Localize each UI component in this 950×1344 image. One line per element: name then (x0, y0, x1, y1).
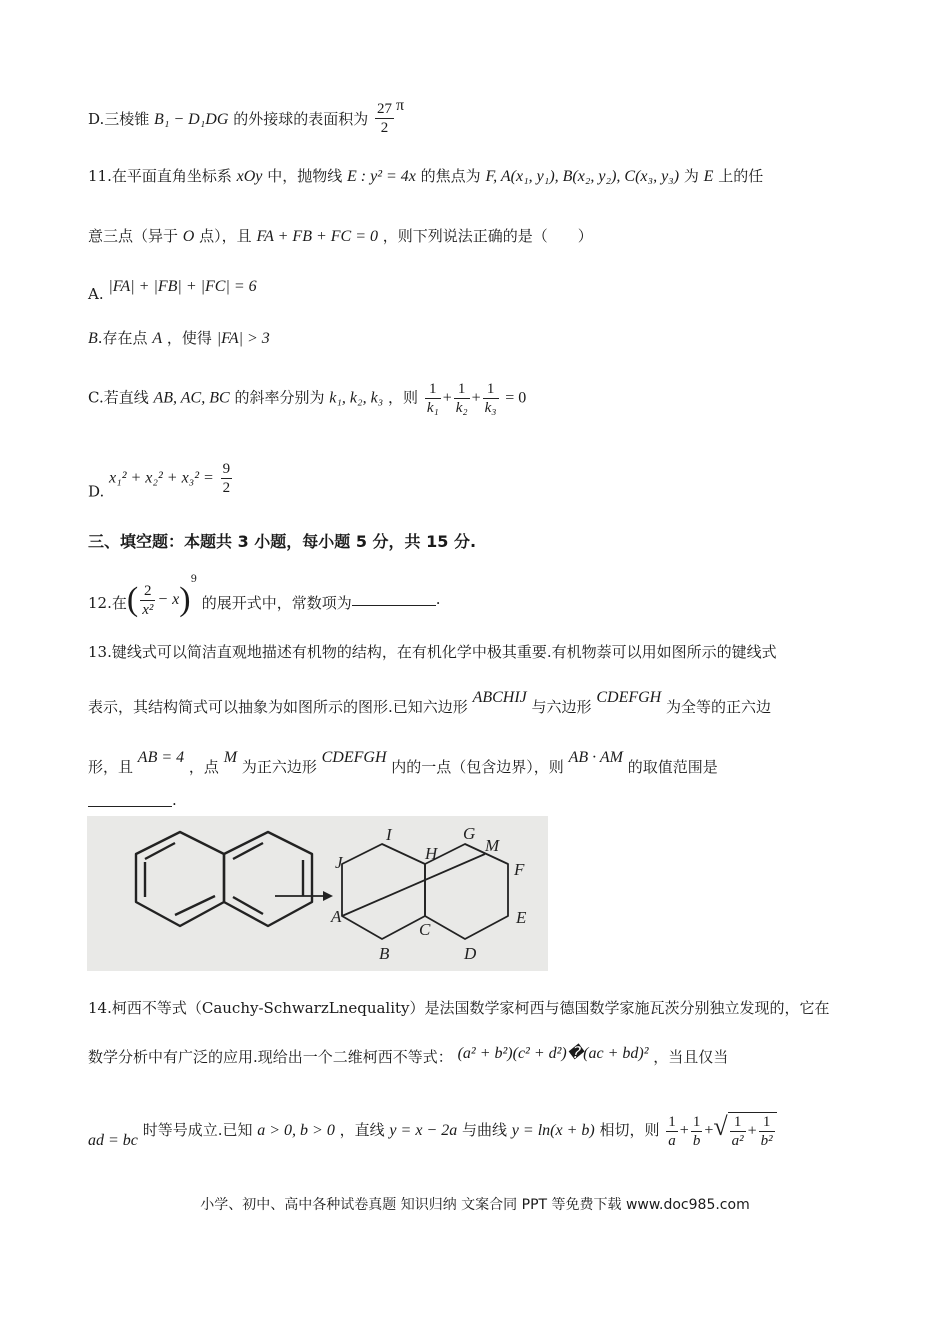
q11-text-h: ，则下列说法正确的是（ ） (382, 227, 593, 245)
q14-line1: 14.柯西不等式（Cauchy-SchwarzLnequality）是法国数学家柯西与德国数学家施瓦茨分别独立发现的，它在 (88, 999, 830, 1017)
frac-den: k₁ (426, 400, 439, 416)
label-F: F (514, 860, 525, 879)
section-heading: 三、填空题：本题共 3 小题，每小题 5 分，共 15 分. (88, 532, 477, 551)
q11-vector-sum: FA + FB + FC = 0 (256, 228, 379, 245)
frac-num: 1 (692, 1113, 701, 1130)
q11-b-label: B (88, 330, 98, 347)
label-M: M (485, 836, 500, 855)
q13-line2 (88, 688, 771, 717)
q11-text-b: 中，抛物线 (267, 167, 343, 185)
q14-text-a: 数学分析中有广泛的应用.现给出一个二维柯西不等式： (88, 1048, 453, 1066)
frac-den: a (668, 1132, 676, 1149)
q11-c-text2: 的斜率分别为 (234, 388, 325, 407)
q14-inequality: (a² + b²)(c² + d²)�(ac + bd)² (457, 1045, 649, 1062)
q14-text-d: ，直线 (339, 1121, 385, 1139)
q11-text-a: 11.在平面直角坐标系 (88, 167, 232, 185)
naphthalene-structure (136, 832, 312, 926)
q13-line1: 13.键线式可以简洁直观地描述有机物的结构，在有机化学中极其重要.有机物萘可以用如图所示的键线式 (88, 643, 777, 661)
q11-option-b (88, 328, 270, 349)
q13-hex2b: CDEFGH (321, 749, 387, 766)
q14-cond: ad = bc (88, 1132, 138, 1149)
q13-end: . (172, 791, 177, 809)
frac-den: 2 (222, 480, 231, 496)
q13-M: M (223, 749, 238, 766)
label-D: D (464, 944, 477, 963)
q11-b-text2: ，使得 (166, 329, 212, 347)
q11-b-A: A (152, 330, 163, 347)
q10-d-fraction (375, 100, 394, 137)
q14-sqrt: √ $\frac{1}{\text{a²}}$ + $\frac{1}{\text{b²}}$ (713, 1112, 776, 1150)
q11-b-expr: |FA| > 3 (216, 330, 270, 347)
frac-den: k₃ (484, 400, 497, 416)
q14-ab-pos: a > 0, b > 0 (257, 1122, 335, 1139)
q14-line3: ad = bc 时等号成立.已知 a > 0, b > 0 ，直线 y = x − 2a 与曲线 y = ln(x + b) 相切，则 $\frac{1}{a}$ + $\frac{1}{b}$ +√ $\frac{1}{\text{a²}}$ + $\frac{1}{\text{b²}}$ (88, 1112, 777, 1151)
q14-text-b: ，当且仅当 (653, 1048, 729, 1066)
q13-dot: AB · AM (568, 749, 623, 766)
q13-answer-blank[interactable] (88, 792, 172, 807)
label-B: B (379, 944, 390, 963)
q11-d-label: D. (88, 482, 105, 501)
frac-num: 1 (425, 380, 441, 399)
q13-text-c: 为全等的正六边 (666, 698, 772, 716)
q11-text-f: 意三点（异于 (88, 227, 179, 245)
q11-stem-line2 (88, 226, 593, 247)
label-A: A (331, 907, 342, 926)
q10-d-num: 27 (376, 101, 392, 117)
q14-text-e: 与曲线 (462, 1121, 508, 1139)
frac-num: 1 (483, 380, 499, 399)
q11-c-text3: ，则 (388, 388, 419, 407)
q14-frac-b2 (759, 1113, 775, 1150)
page-footer: 小学、初中、高中各种试卷真题 知识归纳 文案合同 PPT 等免费下载 www.doc985.com (200, 1197, 750, 1213)
q10-option-d (88, 96, 404, 137)
q14-frac-b (691, 1113, 703, 1150)
q12-power: 9 (190, 574, 197, 585)
q10-d-middle: 的外接球的表面积为 (233, 110, 369, 128)
label-E: E (516, 908, 527, 927)
q10-d-prefix: D.三棱锥 (88, 110, 150, 128)
q13-ab: AB = 4 (137, 749, 185, 766)
q14-frac-a2 (730, 1113, 746, 1150)
label-H: H (425, 844, 438, 863)
q13-hex2: CDEFGH (596, 689, 662, 706)
q13-text-a: 表示，其结构简式可以抽象为如图所示的图形.已知六边形 (88, 698, 468, 716)
frac-num: 1 (730, 1113, 746, 1132)
q11-text-c: 的焦点为 (420, 167, 481, 185)
q13-line3 (88, 748, 718, 777)
q14-text-c: 时等号成立.已知 (142, 1121, 253, 1139)
q11-c-ks: k₁, k₂, k₃ (329, 389, 384, 407)
q11-d-frac (221, 460, 233, 497)
label-I: I (386, 825, 392, 844)
q11-c-eq: = 0 (505, 389, 527, 407)
label-J: J (335, 853, 343, 872)
q11-c-lines: AB, AC, BC (153, 389, 230, 407)
q11-O: O (182, 228, 195, 245)
q11-a-expr: |FA| + |FB| + |FC| = 6 (108, 278, 257, 295)
q14-line-eq: y = x − 2a (389, 1122, 458, 1139)
q11-option-d (88, 460, 234, 502)
q11-c-text1: C.若直线 (88, 388, 149, 407)
naphthalene-svg (87, 816, 548, 971)
q11-option-a (88, 276, 257, 304)
q13-text-h: 的取值范围是 (627, 758, 718, 776)
q14-line2 (88, 1044, 728, 1067)
q12-stem: 12.在( $\frac{2}{\text{x²}}$ − x)$^9$ 的展开式中，常数项为 . (88, 574, 441, 618)
frac-den: x² (142, 601, 154, 618)
q13-text-f: 为正六边形 (241, 758, 317, 776)
q11-a-label: A. (88, 285, 104, 303)
q14-curve: y = ln(x + b) (511, 1122, 595, 1139)
q14-frac-a (666, 1113, 678, 1150)
frac-den: b (692, 1132, 701, 1149)
label-C: C (419, 920, 431, 939)
q11-E: E (703, 168, 714, 185)
q11-text-g: 点），且 (199, 227, 252, 245)
frac-num: 1 (759, 1113, 775, 1132)
frac-num: 1 (668, 1113, 676, 1130)
q11-parabola: E : y² = 4x (346, 168, 416, 185)
q11-b-text1: .存在点 (97, 329, 148, 347)
q14-text-f: 相切，则 (599, 1121, 660, 1139)
q11-c-frac3 (483, 380, 499, 417)
naphthalene-figure (87, 816, 548, 971)
q12-text-a: 12.在 (88, 594, 127, 612)
frac-den: k₂ (455, 400, 468, 416)
q11-option-c: C.若直线 AB, AC, BC 的斜率分别为 k₁, k₂, k₃ ，则 $\frac{1}{\text{k₁}}$ + $\frac{1}{\text{k₂}}$ + $\frac{1}{\text{k₃}}$ = 0 (88, 381, 527, 416)
q13-text-e: ，点 (188, 758, 219, 776)
q13-line4 (88, 790, 177, 810)
frac-den: b² (760, 1133, 773, 1149)
frac-den: a² (731, 1133, 744, 1149)
q12-answer-blank[interactable] (352, 591, 436, 606)
q12-end: . (435, 590, 441, 608)
q11-c-frac2 (454, 380, 470, 417)
q11-c-frac1 (425, 380, 441, 417)
frac-num: 2 (140, 582, 155, 601)
q13-text-d: 形，且 (88, 758, 134, 776)
q10-d-pi: π (395, 97, 405, 114)
q11-points: F, A(x₁, y₁), B(x₂, y₂), C(x₃, y₃) (485, 168, 680, 185)
q13-text-b: 与六边形 (531, 698, 592, 716)
q13-hex1: ABCHIJ (472, 689, 527, 706)
q12-minus-x: − x (157, 591, 180, 608)
q11-coord: xOy (236, 168, 263, 185)
q12-text-b: 的展开式中，常数项为 (201, 594, 352, 612)
q10-d-expr: B₁ − D₁DG (154, 111, 229, 128)
frac-num: 9 (222, 461, 231, 477)
label-G: G (463, 824, 476, 843)
q11-text-d: 为 (683, 167, 699, 185)
q11-text-e: 上的任 (718, 167, 764, 185)
frac-num: 1 (454, 380, 470, 399)
q12-frac (140, 582, 155, 619)
q10-d-den: 2 (380, 120, 389, 136)
q13-text-g: 内的一点（包含边界），则 (391, 758, 564, 776)
q11-stem-line1 (88, 166, 763, 187)
q11-d-expr: x₁² + x₂² + x₃² = (109, 469, 214, 487)
